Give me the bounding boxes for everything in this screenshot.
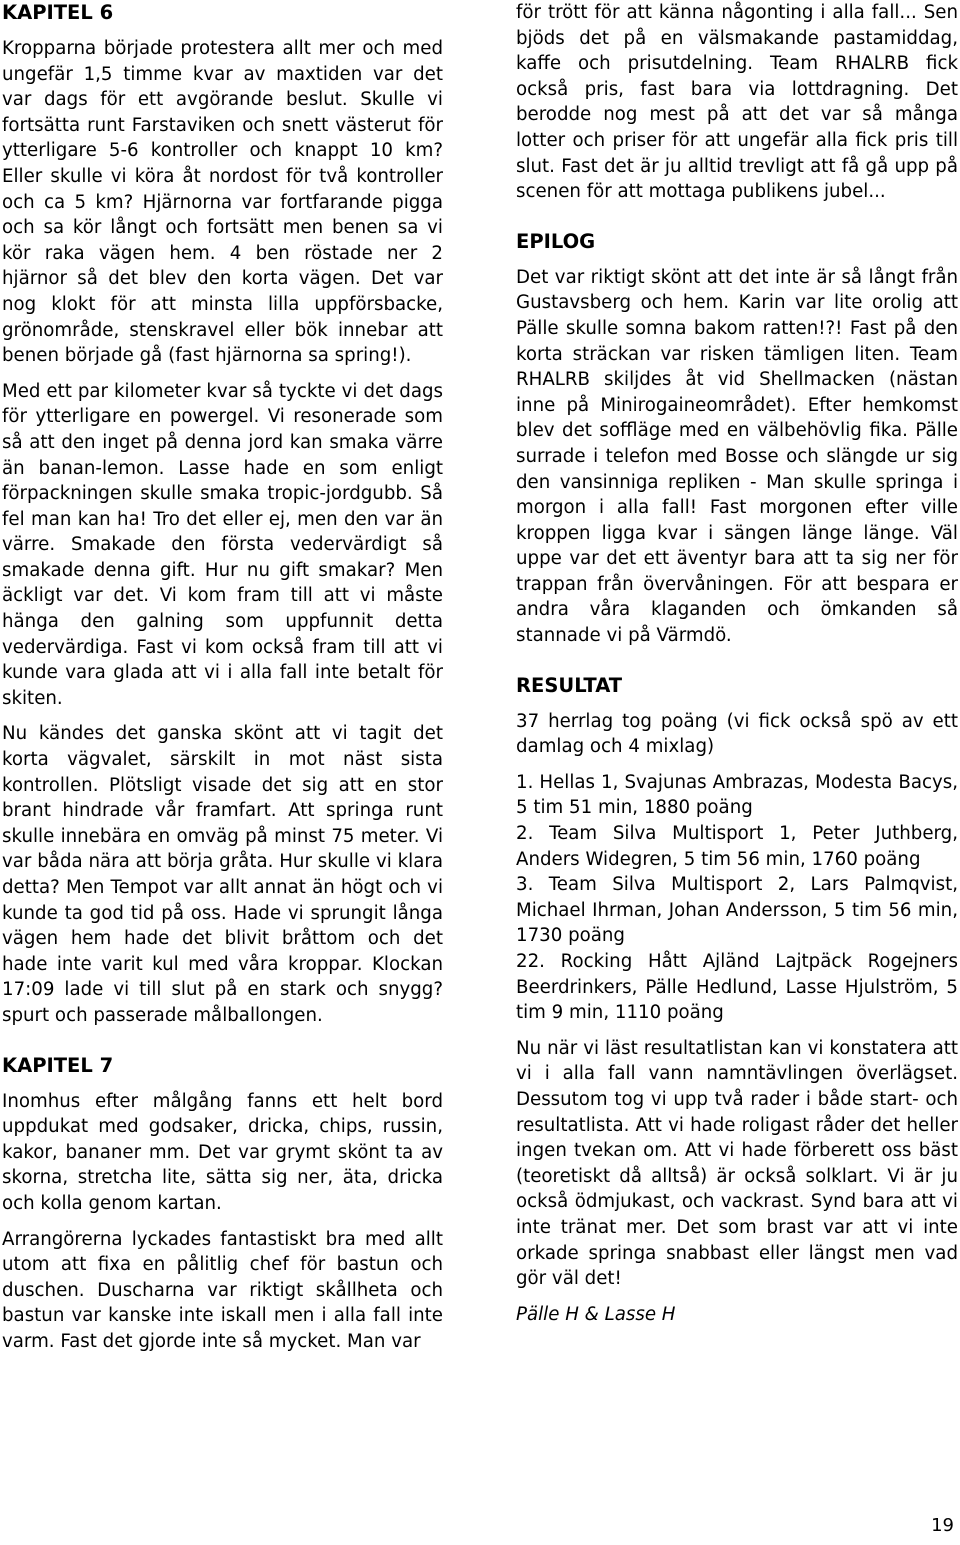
result-entry: 1. Hellas 1, Svajunas Ambrazas, Modesta Bacys, 5 tim 51 min, 1880 poäng [516,771,958,819]
right-column [516,0,958,1327]
chapter-7-heading: KAPITEL 7 [2,1053,114,1077]
chapter-7-paragraph-2: Arrangörerna lyckades fantastiskt bra med allt utom att fixa en pålitlig chef för bastun och duschen. Duscharna var riktigt skållheta och bastun var kanske inte iskall men i alla fall inte varm. Fast det gjorde inte så mycket. Man var [2,1228,443,1352]
chapter-7-paragraph-1: Inomhus efter målgång fanns ett helt bord uppdukat med godsaker, dricka, chips, russin, kakor, bananer mm. Det var grymt skönt ta av skorna, stretcha lite, sätta sig ner, äta, dricka och kolla genom kartan. [2,1090,443,1214]
chapter-6-paragraph-3: Nu kändes det ganska skönt att vi tagit det korta vägvalet, särskilt in mot näst sista kontrollen. Plötsligt visade det sig att en stor brant hindrade vår framfart. Att springa runt skulle innebära en omväg på minst 75 meter. Vi var båda nära att börja gråta. Hur skulle vi klara detta? Men Tempot var allt annat än högt och vi kunde ta god tid på oss. Hade vi sprungit långa vägen hem hade det blivit bråttom och det hade inte varit kul med våra kroppar. Klockan 17:09 lade vi till slut på en stark och snygg? spurt och passerade målballongen. [2,723,443,1026]
closing-paragraph: Nu när vi läst resultatlistan kan vi konstatera att vi i alla fall vann namntävlingen överlägset. Dessutom tog vi upp två rader i både start- och resultatlista. Att vi hade roligast råder det heller ingen tvekan om. Att vi hade förberett oss bäst (teoretiskt då alltså) är också solklart. Vi är ju också ödmjukast, och vackrast. Synd bara att vi inte tränat mer. Det som brast var att vi inte orkade springa snabbast eller längst men vad gör väl det! [516,1037,958,1290]
result-entry: 22. Rocking Hått Ajländ Lajtpäck Rogejners Beerdrinkers, Pälle Hedlund, Lasse Hjulström, 5 tim 9 min, 1110 poäng [516,951,958,1024]
continuation-paragraph: för trött för att känna någonting i alla fall... Sen bjöds det på en välsmakande pastamiddag, kaffe och prisutdelning. Team RHALRB fick också pris, fast bara via lottdragning. Det berodde nog mest på att det var så många lotter och priser för att ungefär alla fick pris till slut. Fast det är ju alltid trevligt att få gå upp på scenen för att mottaga publikens jubel... [516,2,958,203]
chapter-6-paragraph-2: Med ett par kilometer kvar så tyckte vi det dags för ytterligare en powergel. Vi resonerade som så att den inget på denna jord kan smaka värre än banan-lemon. Lasse hade en som enligt förpackningen skulle smaka tropic-jordgubb. Så fel man kan ha! Tro det eller ej, men den var än värre. Smakade den första vedervärdigt så smakade denna gift. Hur nu gift smakar? Men äckligt var det. Vi kom fram till att vi måste hänga den galning som uppfunnit detta vedervärdiga. Fast vi kom också fram till att vi kunde vara glada att vi i alla fall inte betalt för skiten. [2,380,443,709]
chapter-6-heading: KAPITEL 6 [2,1,114,24]
result-entry: 2. Team Silva Multisport 1, Peter Juthberg, Anders Widegren, 5 tim 56 min, 1760 poäng [516,823,958,870]
signature: Pälle H & Lasse H [516,1303,676,1325]
page-number: 19 [931,1515,954,1536]
chapter-6-paragraph-1: Kropparna började protestera allt mer och med ungefär 1,5 timme kvar av maxtiden var det var dags för ett avgörande beslut. Skulle vi fortsätta runt Farstaviken och snett västerut för ytterligare 5-6 kontroller och knappt 10 km? Eller skulle vi köra åt nordost för två kontroller och ca 5 km? Hjärnorna var fortfarande pigga och sa kör långt och fortsätt men benen sa vi kör raka vägen hem. 4 ben röstade ner 2 hjärnor så det blev den korta vägen. Det var nog klokt för att minsta lilla uppförsbacke, grönområde, stenskravel eller bök innebar att benen började gå (fast hjärnorna sa spring!). [2,38,443,367]
result-entry: 3. Team Silva Multisport 2, Lars Palmqvist, Michael Ihrman, Johan Andersson, 5 tim 56 min, 1730 poäng [516,874,958,947]
left-column [2,0,443,1355]
resultat-heading: RESULTAT [516,673,623,697]
results-list [516,770,958,1026]
resultat-intro: 37 herrlag tog poäng (vi fick också spö av ett damlag och 4 mixlag) [516,710,958,758]
epilog-heading: EPILOG [516,229,596,253]
epilog-paragraph: Det var riktigt skönt att det inte är så långt från Gustavsberg och hem. Karin var lite orolig att Pälle skulle somna bakom ratten!?! Fast på den korta sträckan var risken tämligen liten. Team RHALRB skiljdes åt vid Shellmacken (nästan inne på Minirogaineområdet). Efter hemkomst blev det soffläge med en välbehövlig fika. Pälle surrade i telefon med Bosse och slängde ur sig den vansinniga repliken - Man skulle springa i morgon i alla fall! Fast morgonen efter ville kroppen ligga kvar i sängen länge länge. Väl uppe var det ett äventyr bara att ta sig ner för trappan från övervåningen. För att bespara er andra våra klaganden och ömkanden så stannade vi på Värmdö. [516,266,958,647]
